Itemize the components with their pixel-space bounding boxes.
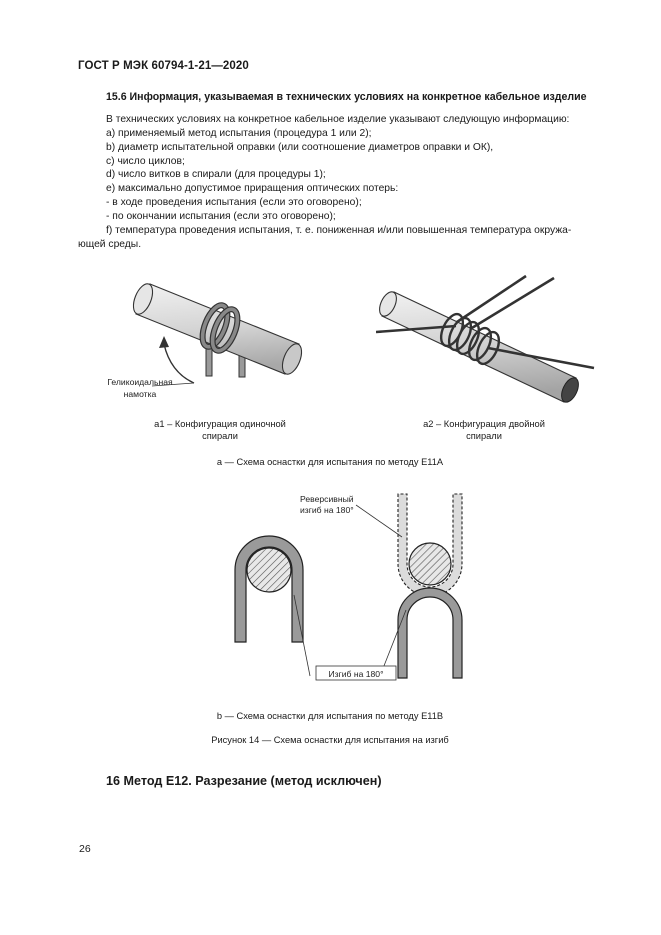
body-line: ющей среды. <box>78 239 142 250</box>
figure-b-bend-schema <box>200 480 500 705</box>
body-line: b) диаметр испытательной оправки (или соотношение диаметров оправки и ОК), <box>106 142 494 153</box>
caption-figure-a: а — Схема оснастки для испытания по методу Е11А <box>216 457 444 467</box>
helix-label <box>96 374 186 404</box>
body-line: - в ходе проведения испытания (если это оговорено); <box>106 197 362 208</box>
body-line: - по окончании испытания (если это оговорено); <box>106 211 336 222</box>
caption-a1 <box>120 418 320 442</box>
caption-figure-b: b — Схема оснастки для испытания по методу Е11В <box>216 711 444 721</box>
helix-label-line1: Геликоидальная <box>107 377 173 387</box>
figure-14-caption: Рисунок 14 — Схема оснастки для испытания на изгиб <box>211 735 449 745</box>
body-line: а) применяемый метод испытания (процедура 1 или 2); <box>106 128 372 139</box>
section-heading: 15.6 Информация, указываемая в технических условиях на конкретное кабельное изделие <box>106 91 587 103</box>
reverse-bend-label-line2: изгиб на 180° <box>300 505 354 515</box>
body-line: d) число витков в спирали (для процедуры 1); <box>106 169 326 180</box>
caption-a1-line2: спирали <box>202 431 238 441</box>
bend-label: Изгиб на 180° <box>328 669 384 679</box>
helix-label-line2: намотка <box>123 389 157 399</box>
caption-a1-line1: а1 – Конфигурация одиночной <box>154 419 286 429</box>
body-line: В технических условиях на конкретное кабельное изделие указывают следующую информацию: <box>106 114 570 125</box>
section-16-heading: 16 Метод Е12. Разрезание (метод исключен) <box>106 774 382 788</box>
document-header: ГОСТ Р МЭК 60794-1-21—2020 <box>78 60 249 72</box>
page-number: 26 <box>79 843 91 855</box>
body-line: f) температура проведения испытания, т. е. пониженная и/или повышенная температура окружа- <box>106 225 572 236</box>
caption-a2-line2: спирали <box>466 431 502 441</box>
body-line: c) число циклов; <box>106 156 185 167</box>
caption-a2-line1: а2 – Конфигурация двойной <box>423 419 545 429</box>
body-line: е) максимально допустимое приращения оптических потерь: <box>106 183 399 194</box>
caption-a2 <box>384 418 584 442</box>
reverse-bend-label-line1: Реверсивный <box>300 494 354 504</box>
figure-a2-double-helix <box>376 270 596 410</box>
